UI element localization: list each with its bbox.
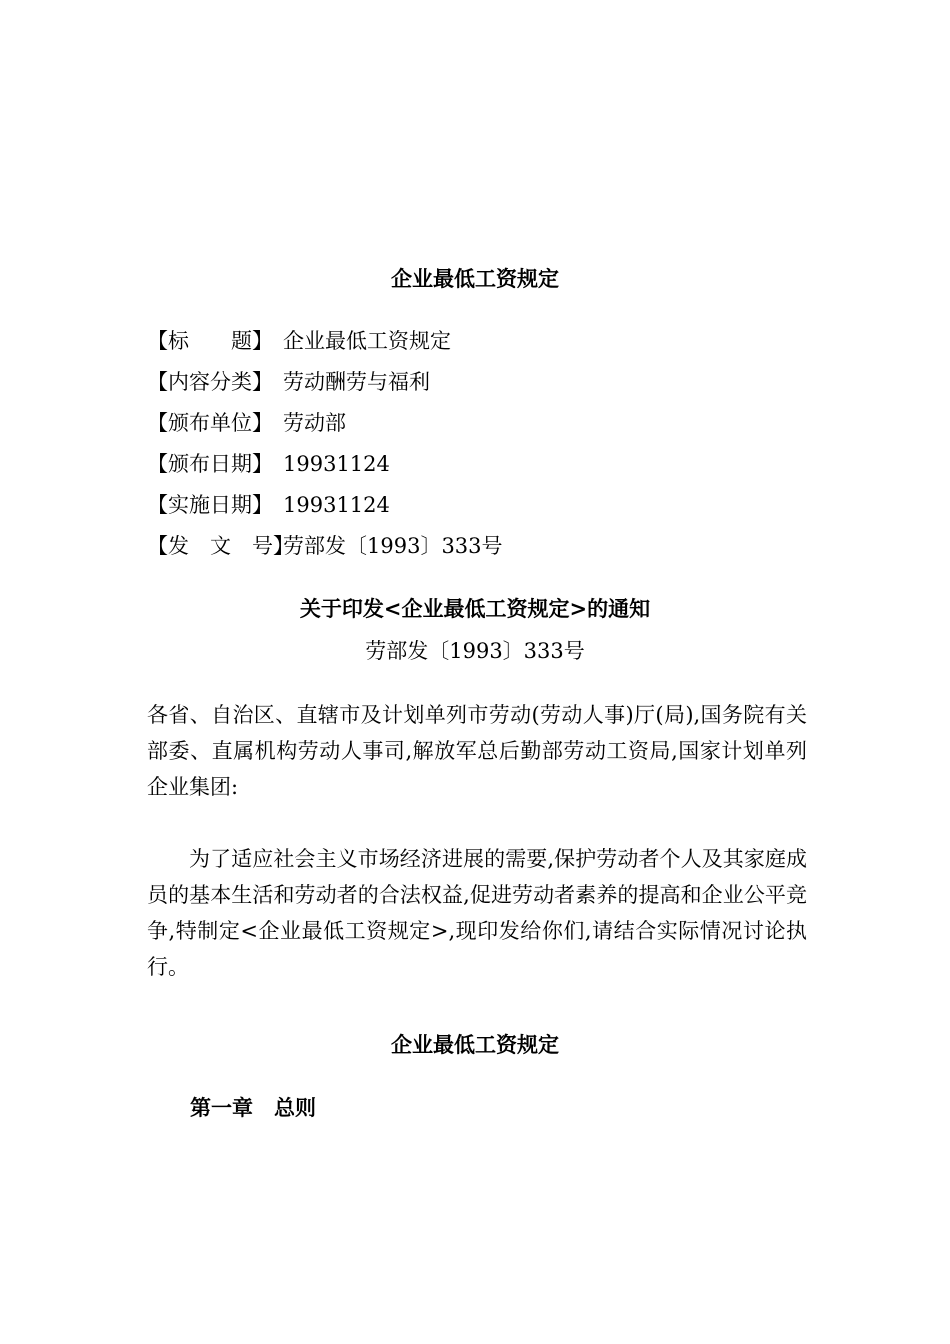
meta-value: 19931124 [283, 452, 390, 476]
document-title: 企业最低工资规定 [391, 266, 559, 291]
regulation-title: 企业最低工资规定 [391, 1032, 559, 1057]
meta-row-issuer [147, 408, 807, 449]
meta-key: 【颁布单位】 [147, 411, 273, 435]
meta-row-issue-date [147, 449, 807, 490]
meta-row-document-number [147, 531, 807, 572]
chapter-heading: 第一章 总则 [190, 1095, 316, 1120]
meta-value: 企业最低工资规定 [283, 329, 451, 353]
metadata-block [147, 326, 807, 572]
meta-row-effective-date [147, 490, 807, 531]
meta-key: 【标 题】 [147, 329, 273, 353]
meta-row-category [147, 367, 807, 408]
body-paragraph: 为了适应社会主义市场经济进展的需要,保护劳动者个人及其家庭成员的基本生活和劳动者的合法权益,促进劳动者素养的提高和企业公平竞争,特制定<企业最低工资规定>,现印发给你们,请结合实际情况讨论执行。 [147, 847, 807, 979]
meta-key: 【实施日期】 [147, 493, 273, 517]
notice-title: 关于印发<企业最低工资规定>的通知 [299, 596, 651, 621]
meta-value: 劳动部 [283, 411, 346, 435]
addressee-paragraph: 各省、自治区、直辖市及计划单列市劳动(劳动人事)厅(局),国务院有关部委、直属机构劳动人事司,解放军总后勤部劳动工资局,国家计划单列企业集团: [147, 703, 807, 799]
meta-key: 【内容分类】 [147, 370, 273, 394]
meta-key: 【颁布日期】 [147, 452, 273, 476]
notice-document-number: 劳部发〔1993〕333号 [365, 639, 585, 663]
meta-value: 劳部发〔1993〕333号 [283, 534, 503, 558]
meta-key: 【发 文 号】 [147, 534, 294, 558]
meta-row-title [147, 326, 807, 367]
meta-value: 19931124 [283, 493, 390, 517]
meta-value: 劳动酬劳与福利 [283, 370, 430, 394]
